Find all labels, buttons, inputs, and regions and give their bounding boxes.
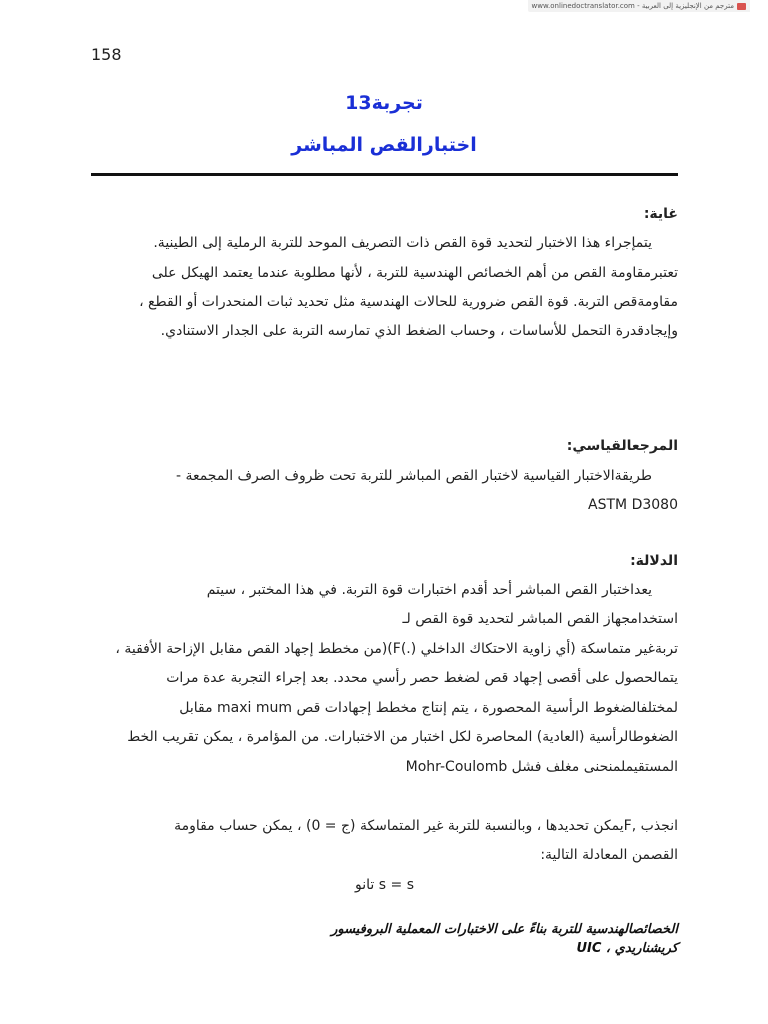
translator-logo-icon: [737, 3, 746, 10]
significance-line: الضغوطالرأسية (العادية) المحاصرة لكل اختبار من الاختبارات. من المؤامرة ، يمكن تقريب الخط: [127, 729, 678, 745]
significance-line: يعداختبار القص المباشر أحد أقدم اختبارات قوة التربة. في هذا المختبر ، سيتم: [206, 582, 652, 598]
significance-line: يتمالحصول على أقصى إجهاد قص لضغط حصر رأسي محدد. بعد إجراء التجربة عدة مرات: [166, 670, 678, 686]
significance-heading: الدلالة:: [630, 553, 678, 569]
significance-line: القصمن المعادلة التالية:: [540, 847, 678, 863]
significance-line: انجذب ,Fيمكن تحديدها ، وبالنسبة للتربة غير المتماسكة (ج = 0) ، يمكن حساب مقاومة: [174, 818, 678, 834]
experiment-subtitle: اختبارالقص المباشر: [291, 134, 477, 156]
goal-line: يتمإجراء هذا الاختبار لتحديد قوة القص ذات التصريف الموحد للتربة الرملية إلى الطينية.: [153, 235, 652, 251]
goal-line: وإيجادقدرة التحمل للأساسات ، وحساب الضغط الذي تمارسه التربة على الجدار الاستنادي.: [160, 323, 678, 339]
goal-line: تعتبرمقاومة القص من أهم الخصائص الهندسية للتربة ، لأنها مطلوبة عندما يعتمد الهيكل على: [151, 265, 678, 281]
goal-heading: غاية:: [643, 206, 678, 222]
footer-author: كريشناريدي ، UIC: [576, 941, 678, 956]
experiment-title: تجربة13: [345, 92, 423, 114]
standard-code: ASTM D3080: [588, 497, 678, 513]
translator-banner: [528, 0, 750, 12]
goal-line: مقاومةقص التربة. قوة القص ضرورية للحالات الهندسية مثل تحديد ثبات المنحدرات أو القطع ،: [139, 294, 678, 310]
significance-line: المستقيملمنحنى مغلف فشل Mohr-Coulomb: [405, 759, 678, 775]
significance-line: استخدامجهاز القص المباشر لتحديد قوة القص لـ: [402, 611, 678, 627]
standard-line: طريقةالاختبار القياسية لاختبار القص المباشر للتربة تحت ظروف الصرف المجمعة -: [175, 468, 652, 484]
equation: s = s تانو: [355, 877, 414, 893]
page-number: 158: [91, 45, 122, 64]
translator-link[interactable]: www.onlinedoctranslator.com - مترجم من الإنجليزية إلى العربية: [531, 2, 734, 10]
title-divider: [91, 173, 678, 176]
significance-line: تربةغير متماسكة (أي زاوية الاحتكاك الداخلي (.)F)(من مخطط إجهاد القص مقابل الإزاحة الأفقية ،: [115, 641, 678, 657]
significance-line: لمختلفالضغوط الرأسية المحصورة ، يتم إنتاج مخطط إجهادات قص maxi mum مقابل: [179, 700, 678, 716]
footer-citation: الخصائصالهندسية للتربة بناءً على الاختبارات المعملية البروفيسور: [331, 922, 678, 937]
standard-heading: المرجعالقياسي:: [566, 438, 678, 454]
